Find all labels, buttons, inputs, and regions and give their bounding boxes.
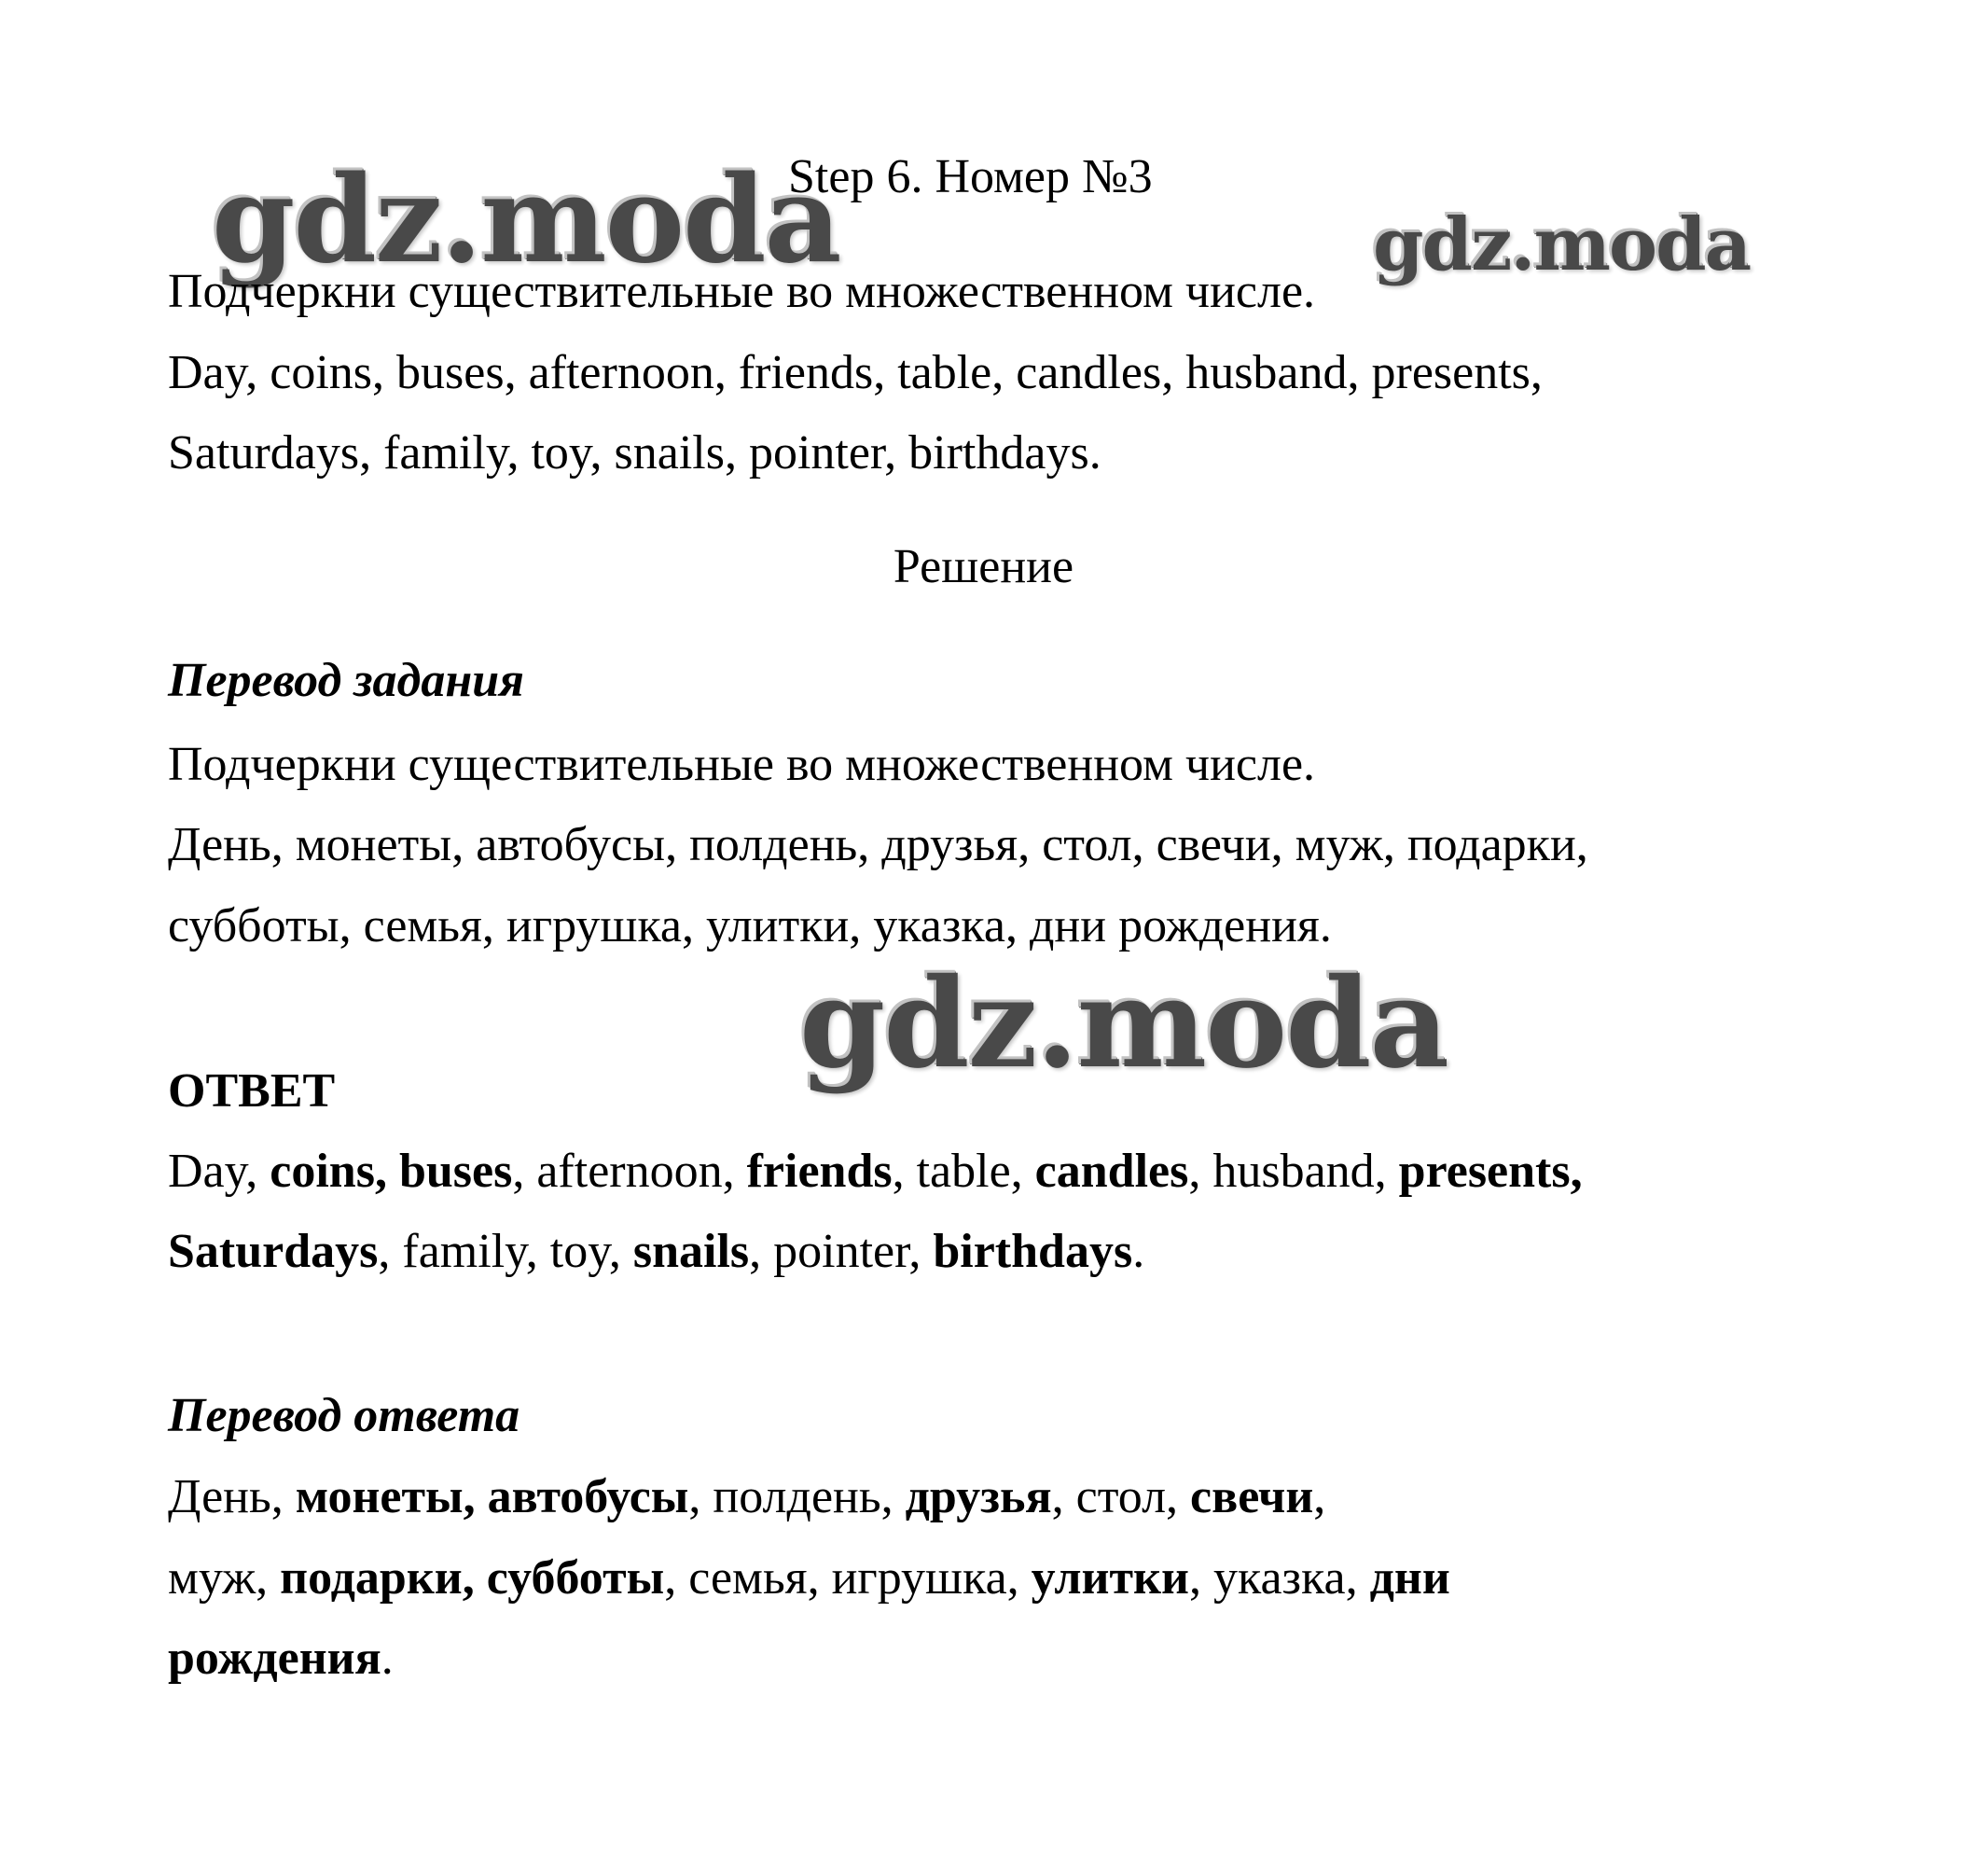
task-words-line-2: Saturdays, family, toy, snails, pointer, birthdays. xyxy=(168,426,1101,479)
text-segment: , стол, xyxy=(1051,1470,1191,1523)
text-segment: , xyxy=(1313,1470,1326,1523)
task-words-line-1: Day, coins, buses, afternoon, friends, table, candles, husband, presents, xyxy=(168,346,1543,399)
text-segment: , указка, xyxy=(1188,1551,1370,1605)
answer-heading: ОТВЕТ xyxy=(168,1064,336,1118)
text-segment: . xyxy=(1132,1225,1145,1278)
bold-word-segment: рождения xyxy=(168,1632,381,1685)
watermark-top-right: gdz.moda xyxy=(1371,201,1749,285)
task-instruction: Подчеркни существительные во множественном числе. xyxy=(168,265,1316,318)
bold-word-segment: Saturdays xyxy=(168,1225,379,1278)
bold-word-segment: snails xyxy=(632,1225,750,1278)
text-segment: . xyxy=(381,1632,394,1685)
bold-word-segment: друзья xyxy=(905,1470,1052,1523)
text-segment: , полдень, xyxy=(688,1470,906,1523)
watermark-middle: gdz.moda xyxy=(797,950,1447,1094)
bold-word-segment: presents, xyxy=(1398,1145,1583,1198)
task-translation-heading: Перевод задания xyxy=(168,654,524,707)
task-translation-line-1: День, монеты, автобусы, полдень, друзья, стол, свечи, муж, подарки, xyxy=(168,818,1588,871)
text-segment: муж, xyxy=(168,1551,281,1605)
text-segment: , семья, игрушка, xyxy=(664,1551,1032,1605)
task-translation-line-2: субботы, семья, игрушка, улитки, указка, дни рождения. xyxy=(168,899,1332,952)
text-segment: Day, xyxy=(168,1145,270,1198)
text-segment: , pointer, xyxy=(749,1225,934,1278)
bold-word-segment: birthdays xyxy=(933,1225,1133,1278)
solution-label: Решение xyxy=(893,540,1074,593)
bold-word-segment: подарки, субботы xyxy=(280,1551,665,1605)
bold-word-segment: friends xyxy=(746,1145,893,1198)
bold-word-segment: свечи xyxy=(1190,1470,1314,1523)
task-translation-instruction: Подчеркни существительные во множественном числе. xyxy=(168,738,1316,791)
bold-word-segment: монеты, автобусы xyxy=(295,1470,689,1523)
answer-line-2 xyxy=(168,1224,1144,1280)
bold-word-segment: улитки xyxy=(1031,1551,1189,1605)
page-title: Step 6. Номер №3 xyxy=(788,150,1153,203)
answer-translation-line-2 xyxy=(168,1550,1450,1606)
text-segment: , family, toy, xyxy=(378,1225,633,1278)
text-segment: День, xyxy=(168,1470,296,1523)
bold-word-segment: дни xyxy=(1369,1551,1450,1605)
text-segment: , table, xyxy=(892,1145,1035,1198)
answer-translation-line-3 xyxy=(168,1631,394,1687)
watermark-top-left: gdz.moda xyxy=(210,148,838,288)
answer-line-1 xyxy=(168,1144,1583,1200)
bold-word-segment: coins, buses xyxy=(270,1145,513,1198)
answer-translation-heading: Перевод ответа xyxy=(168,1389,520,1442)
text-segment: , husband, xyxy=(1188,1145,1399,1198)
text-segment: , afternoon, xyxy=(512,1145,747,1198)
bold-word-segment: candles xyxy=(1034,1145,1189,1198)
answer-translation-line-1 xyxy=(168,1469,1325,1525)
